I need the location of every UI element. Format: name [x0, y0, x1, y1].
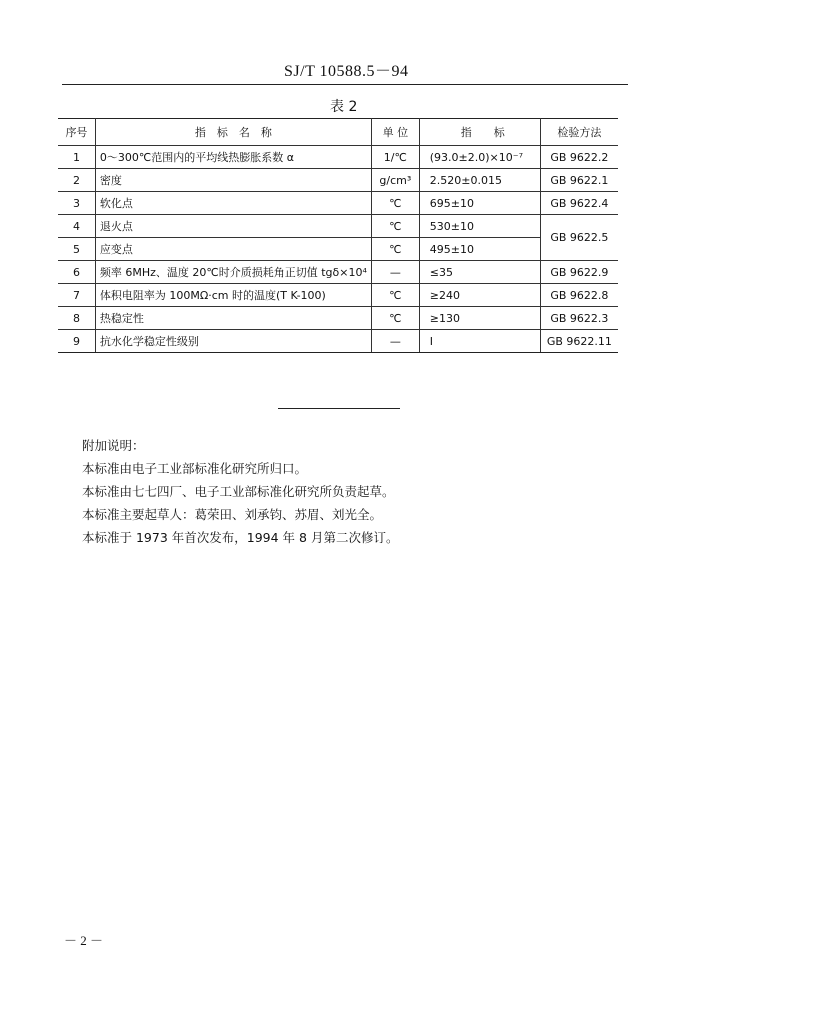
col-header-value: 指 标 — [419, 119, 540, 146]
table-row — [58, 215, 618, 238]
cell-name: 频率 6MHz、温度 20℃时介质损耗角正切值 tgδ×10⁴ — [95, 261, 371, 284]
standard-code: SJ/T 10588.5－94 — [284, 63, 409, 80]
cell-unit: ℃ — [371, 215, 419, 238]
section-divider — [278, 408, 400, 409]
cell-method: GB 9622.11 — [540, 330, 618, 353]
cell-name: 抗水化学稳定性级别 — [95, 330, 371, 353]
cell-method: GB 9622.9 — [540, 261, 618, 284]
cell-method: GB 9622.1 — [540, 169, 618, 192]
col-header-method: 检验方法 — [540, 119, 618, 146]
cell-name: 体积电阻率为 100MΩ·cm 时的温度(T K-100) — [95, 284, 371, 307]
cell-unit: — — [371, 261, 419, 284]
cell-name: 应变点 — [95, 238, 371, 261]
cell-unit: ℃ — [371, 192, 419, 215]
table-row — [58, 284, 618, 307]
cell-value: ≥240 — [419, 284, 540, 307]
cell-name: 软化点 — [95, 192, 371, 215]
cell-unit: ℃ — [371, 307, 419, 330]
cell-unit: ℃ — [371, 238, 419, 261]
spec-table — [58, 118, 618, 353]
additional-notes — [82, 434, 398, 549]
cell-name: 热稳定性 — [95, 307, 371, 330]
cell-name: 退火点 — [95, 215, 371, 238]
header-rule — [62, 84, 628, 85]
cell-method: GB 9622.3 — [540, 307, 618, 330]
table-header-row — [58, 119, 618, 146]
col-header-unit: 单 位 — [371, 119, 419, 146]
note-line: 本标准主要起草人：葛荣田、刘承钧、苏眉、刘光全。 — [82, 507, 383, 522]
cell-value: ≥130 — [419, 307, 540, 330]
cell-no: 4 — [58, 215, 95, 238]
cell-value: ≤35 — [419, 261, 540, 284]
table-row — [58, 192, 618, 215]
cell-method: GB 9622.5 — [540, 215, 618, 261]
table-row — [58, 261, 618, 284]
cell-name: 密度 — [95, 169, 371, 192]
table-row — [58, 146, 618, 169]
cell-value: 530±10 — [419, 215, 540, 238]
table-row — [58, 238, 618, 261]
cell-name: 0～300℃范围内的平均线热膨胀系数 α — [95, 146, 371, 169]
notes-title: 附加说明： — [82, 438, 145, 453]
cell-method: GB 9622.8 — [540, 284, 618, 307]
cell-value: (93.0±2.0)×10⁻⁷ — [419, 146, 540, 169]
note-line: 本标准由电子工业部标准化研究所归口。 — [82, 461, 308, 476]
note-line: 本标准由七七四厂、电子工业部标准化研究所负责起草。 — [82, 484, 395, 499]
table-row — [58, 169, 618, 192]
cell-no: 2 — [58, 169, 95, 192]
table-caption: 表 2 — [330, 99, 358, 115]
cell-unit: ℃ — [371, 284, 419, 307]
col-header-no: 序号 — [58, 119, 95, 146]
cell-no: 7 — [58, 284, 95, 307]
table-row — [58, 330, 618, 353]
table-row — [58, 307, 618, 330]
page-number: － 2 － — [64, 933, 104, 948]
cell-no: 1 — [58, 146, 95, 169]
cell-method: GB 9622.2 — [540, 146, 618, 169]
cell-method: GB 9622.4 — [540, 192, 618, 215]
cell-no: 9 — [58, 330, 95, 353]
cell-no: 6 — [58, 261, 95, 284]
cell-unit: 1/℃ — [371, 146, 419, 169]
cell-no: 5 — [58, 238, 95, 261]
cell-value: 2.520±0.015 — [419, 169, 540, 192]
cell-value: I — [419, 330, 540, 353]
cell-no: 8 — [58, 307, 95, 330]
cell-unit: g/cm³ — [371, 169, 419, 192]
cell-no: 3 — [58, 192, 95, 215]
cell-value: 695±10 — [419, 192, 540, 215]
cell-value: 495±10 — [419, 238, 540, 261]
cell-unit: — — [371, 330, 419, 353]
note-line: 本标准于 1973 年首次发布，1994 年 8 月第二次修订。 — [82, 530, 399, 545]
col-header-name: 指 标 名 称 — [95, 119, 371, 146]
